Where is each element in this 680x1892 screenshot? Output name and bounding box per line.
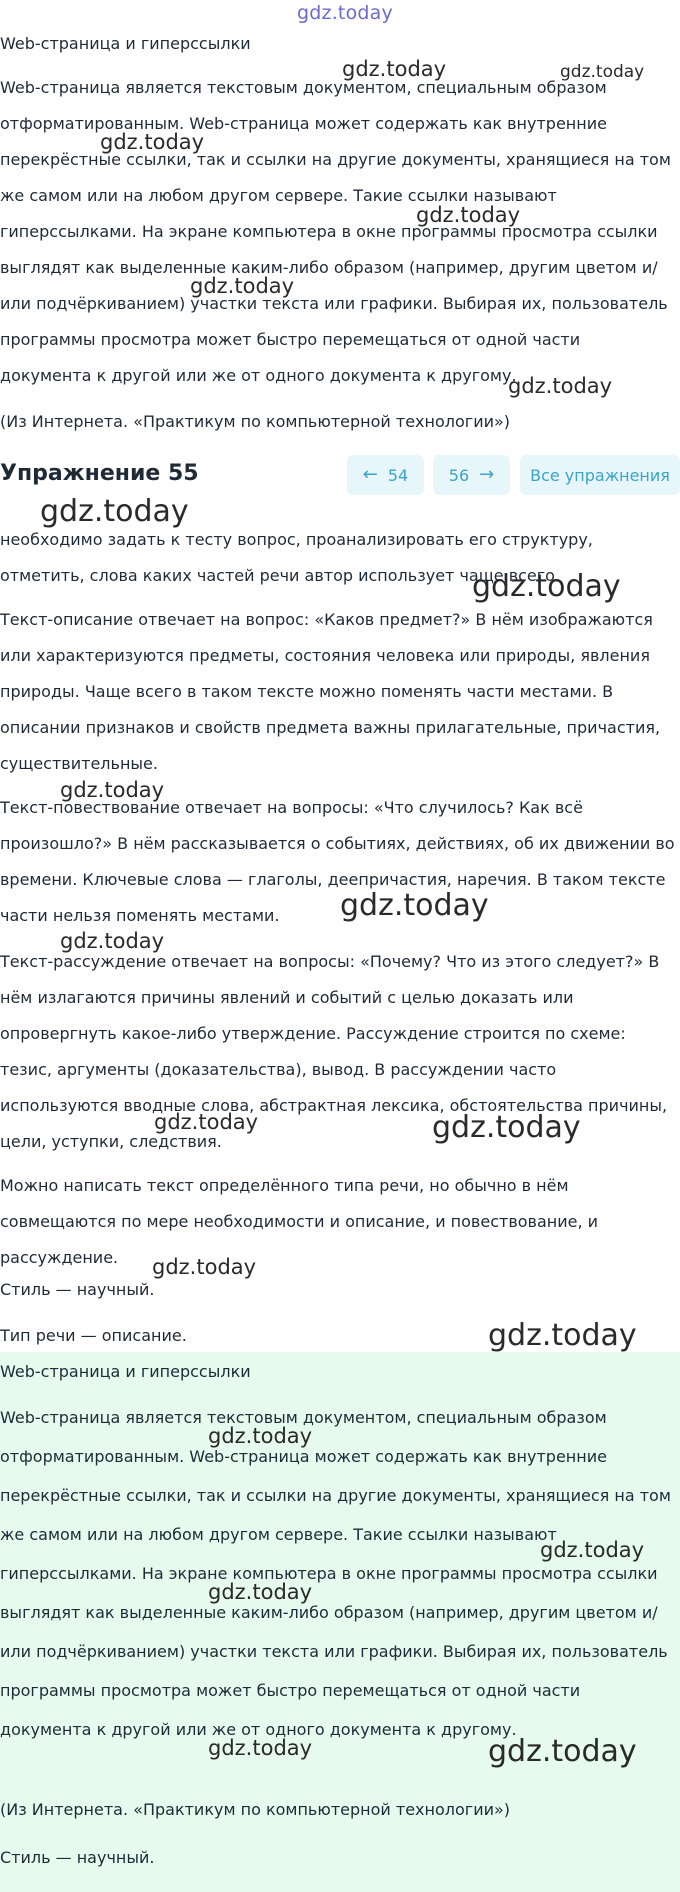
watermark: gdz.today xyxy=(472,569,621,604)
watermark: gdz.today xyxy=(60,778,165,802)
watermark: gdz.today xyxy=(208,1736,313,1760)
watermark: gdz.today xyxy=(190,274,295,298)
arrow-right-icon: → xyxy=(479,464,495,485)
watermark: gdz.today xyxy=(208,1424,313,1448)
theory-narration: Текст-повествование отвечает на вопросы: «Что случилось? Как всё произошло?» В нём рассказывается о событиях, действиях, об их движении во времени. Ключевые слова — глаголы, деепричастия, наречия. В таком тексте части нельзя поменять местами. xyxy=(0,798,675,925)
watermark: gdz.today xyxy=(152,1255,257,1279)
answer-source: (Из Интернета. «Практикум по компьютерной технологии») xyxy=(0,1800,511,1819)
section-title: Web-страница и гиперссылки xyxy=(0,34,251,53)
watermark: gdz.today xyxy=(488,1734,637,1769)
answer-style: Стиль — научный. xyxy=(0,1848,155,1867)
answer-box xyxy=(0,1352,680,1892)
watermark: gdz.today xyxy=(100,130,205,154)
prev-exercise-button[interactable] xyxy=(347,455,424,495)
section-body: Web-страница является текстовым документом, специальным образом отформатированным. Web-страница может содержать как внутренние перекрёстные ссылки, так и ссылки на другие документы, хранящиеся на том же самом или на любом другом сервере. Такие ссылки называют гиперссылками. На экране компьютера в окне программы просмотра ссылки выглядят как выделенные каким-либо образом (например, другим цветом и/или подчёркиванием) участки текста или графики. Выбирая их, пользователь программы просмотра может быстро перемещаться от одной части документа к другой или же от одного документа к другому. xyxy=(0,78,671,385)
watermark: gdz.today xyxy=(340,888,489,923)
theory-style: Стиль — научный. xyxy=(0,1280,155,1299)
next-exercise-button[interactable] xyxy=(433,455,510,495)
watermark: gdz.today xyxy=(432,1110,581,1145)
arrow-left-icon: ← xyxy=(362,464,378,485)
theory-description: Текст-описание отвечает на вопрос: «Каков предмет?» В нём изображаются или характеризуются предметы, состояния человека или природы, явления природы. Чаще всего в таком тексте можно поменять части местами. В описании признаков и свойств предмета важны прилагательные, причастия, существительные. xyxy=(0,610,661,773)
watermark: gdz.today xyxy=(208,1580,313,1604)
all-exercises-label: Все упражнения xyxy=(530,465,670,485)
answer-body: Web-страница является текстовым документом, специальным образом отформатированным. Web-страница может содержать как внутренние перекрёстные ссылки, так и ссылки на другие документы, хранящиеся на том же самом или на любом другом сервере. Такие ссылки называют гиперссылками. На экране компьютера в окне программы просмотра ссылки выглядят как выделенные каким-либо образом (например, другим цветом и/или подчёркиванием) участки текста или графики. Выбирая их, пользователь программы просмотра может быстро перемещаться от одной части документа к другой или же от одного документа к другому. xyxy=(0,1408,671,1739)
theory-intro: необходимо задать к тесту вопрос, проанализировать его структуру, отметить, слова каких частей речи автор использует чаще всего. xyxy=(0,530,593,585)
exercise-header xyxy=(0,455,680,495)
watermark: gdz.today xyxy=(60,929,165,953)
site-logo[interactable]: gdz.today xyxy=(297,2,393,24)
watermark: gdz.today xyxy=(342,57,447,81)
theory-reasoning: Текст-рассуждение отвечает на вопросы: «Почему? Что из этого следует?» В нём излагаются причины явлений и событий с целью доказать или опровергнуть какое-либо утверждение. Рассуждение строится по схеме: тезис, аргументы (доказательства), вывод. В рассуждении часто используются вводные слова, абстрактная лексика, обстоятельства причины, цели, уступки, следствия. xyxy=(0,952,668,1151)
watermark: gdz.today xyxy=(508,374,613,398)
next-exercise-label: 56 xyxy=(448,465,470,485)
theory-type: Тип речи — описание. xyxy=(0,1326,187,1345)
watermark: gdz.today xyxy=(488,1318,637,1353)
watermark: gdz.today xyxy=(540,1538,645,1562)
exercise-title: Упражнение 55 xyxy=(0,461,199,486)
watermark: gdz.today xyxy=(40,494,189,529)
watermark: gdz.today xyxy=(560,62,645,82)
theory-mixed: Можно написать текст определённого типа речи, но обычно в нём совмещаются по мере необходимости и описание, и повествование, и рассуждение. xyxy=(0,1176,599,1267)
prev-exercise-label: 54 xyxy=(387,465,409,485)
watermark: gdz.today xyxy=(154,1110,259,1134)
answer-title: Web-страница и гиперссылки xyxy=(0,1362,251,1381)
all-exercises-button[interactable] xyxy=(520,455,680,495)
section-source: (Из Интернета. «Практикум по компьютерной технологии») xyxy=(0,412,511,431)
watermark: gdz.today xyxy=(416,203,521,227)
